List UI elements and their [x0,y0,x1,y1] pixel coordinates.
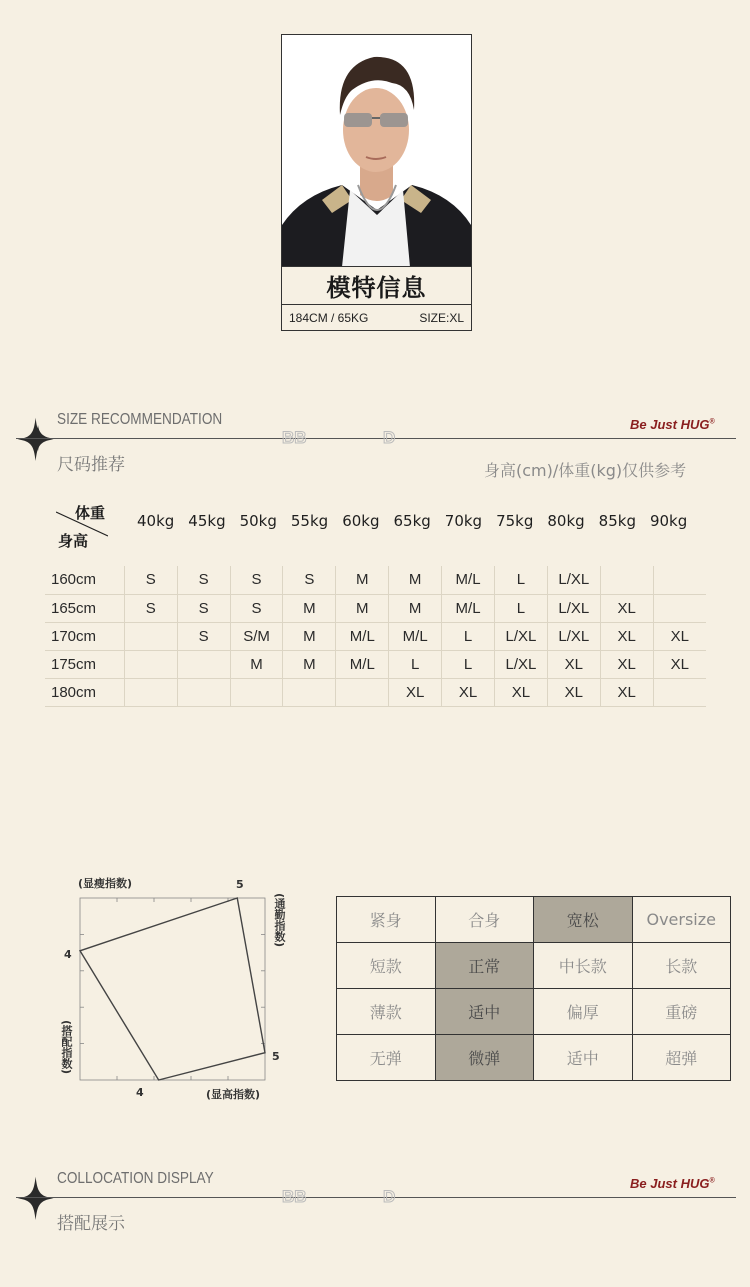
ghost-logo-icon: D [383,428,396,447]
size-cell [653,566,706,594]
table-row [45,622,706,650]
size-cell [230,678,283,706]
table-row [45,566,706,594]
size-cell: M/L [442,594,495,622]
size-cell [124,650,177,678]
size-cell: L [494,594,547,622]
size-note: 身高(cm)/体重(kg)仅供参考 [484,461,687,480]
row-height-label: 165cm [45,594,124,622]
radar-label-commute: (通勤指数) [273,893,286,948]
size-cell: S [177,566,230,594]
fit-grid [336,896,731,1081]
size-cell [283,678,336,706]
size-cell: M [336,594,389,622]
size-cell: S [124,594,177,622]
fit-cell: Oversize [633,897,732,943]
fit-cell: 短款 [337,943,436,989]
size-cell: S [124,566,177,594]
size-cell: XL [442,678,495,706]
size-cell [600,566,653,594]
weight-header: 90kg [649,512,688,530]
weight-header: 70kg [444,512,483,530]
size-cell: L [442,622,495,650]
corner-weight-label: 体重 [75,504,106,522]
size-cell: S [177,622,230,650]
fit-cell: 超弹 [633,1035,732,1081]
size-cell: S [230,594,283,622]
radar-value-bottom: 4 [136,1086,144,1099]
radar-value-top: 5 [236,878,244,891]
size-section-title-cn: 尺码推荐 [57,455,125,475]
size-cell [124,622,177,650]
weight-header: 60kg [342,512,380,530]
size-cell: M [283,650,336,678]
model-specs [282,306,471,330]
size-cell: M/L [336,650,389,678]
size-cell: L/XL [547,566,600,594]
ghost-logo-icon: BB [282,428,307,447]
collocation-divider [16,1197,736,1198]
size-cell: M [389,566,442,594]
size-cell: S [177,594,230,622]
fit-cell-selected: 微弹 [436,1035,535,1081]
collocation-title-cn: 搭配展示 [57,1214,125,1234]
size-section-divider [16,438,736,439]
sparkle-icon [14,412,62,468]
size-cell [336,678,389,706]
weights-header [130,512,694,536]
size-cell [653,594,706,622]
model-info-card [281,34,472,331]
weight-header: 45kg [188,512,226,530]
fit-cell-selected: 适中 [436,989,535,1035]
weight-header: 80kg [547,512,585,530]
model-height-weight: 184CM / 65KG [289,311,369,325]
radar-value-right: 5 [272,1050,280,1063]
fit-cell: 合身 [436,897,535,943]
fit-cell-selected: 宽松 [534,897,633,943]
collocation-title-en: COLLOCATION DISPLAY [57,1170,214,1187]
size-cell: XL [389,678,442,706]
size-cell [177,650,230,678]
brand-logo: Be Just HUG® [630,1176,715,1191]
size-cell: S [283,566,336,594]
weight-header: 65kg [393,512,431,530]
fit-cell: 偏厚 [534,989,633,1035]
size-cell: XL [653,622,706,650]
weight-header: 75kg [496,512,534,530]
fit-cell: 重磅 [633,989,732,1035]
size-cell: M [336,566,389,594]
size-cell: XL [494,678,547,706]
size-cell: M/L [336,622,389,650]
size-cell: L/XL [494,622,547,650]
weight-header: 55kg [290,512,329,530]
brand-logo: Be Just HUG® [630,417,715,432]
size-cell: M [230,650,283,678]
ghost-logo-icon: BB [282,1187,307,1206]
radar-label-matching: (搭配指数) [60,1020,73,1075]
size-cell: S/M [230,622,283,650]
size-cell: XL [600,594,653,622]
size-cell [653,678,706,706]
fit-cell: 适中 [534,1035,633,1081]
weight-header: 85kg [598,512,636,530]
weight-header: 40kg [137,512,175,530]
radar-polygon [80,898,265,1080]
size-section-title-en: SIZE RECOMMENDATION [57,411,223,428]
table-row [45,678,706,706]
table-row [45,594,706,622]
model-info-title: 模特信息 [282,267,471,305]
sparkle-icon [14,1171,62,1227]
radar-label-height: (显高指数) [206,1088,261,1101]
size-cell: S [230,566,283,594]
fit-cell-selected: 正常 [436,943,535,989]
radar-frame [80,898,265,1080]
size-cell: L/XL [494,650,547,678]
size-cell: L [494,566,547,594]
radar-label-slimming: (显瘦指数) [78,877,133,890]
size-cell: XL [600,650,653,678]
size-cell: XL [600,678,653,706]
corner-height-label: 身高 [58,532,89,550]
fit-cell: 长款 [633,943,732,989]
row-height-label: 175cm [45,650,124,678]
size-cell: XL [547,678,600,706]
model-photo [282,35,471,267]
row-height-label: 180cm [45,678,124,706]
size-table [45,566,706,707]
size-cell [124,678,177,706]
size-cell: XL [653,650,706,678]
size-cell: L/XL [547,594,600,622]
weight-header: 50kg [239,512,277,530]
size-cell: M [389,594,442,622]
size-cell: XL [600,622,653,650]
size-cell: L [442,650,495,678]
row-height-label: 170cm [45,622,124,650]
size-cell: L/XL [547,622,600,650]
fit-cell: 紧身 [337,897,436,943]
size-cell: M/L [389,622,442,650]
table-row [45,650,706,678]
fit-cell: 中长款 [534,943,633,989]
fit-cell: 无弹 [337,1035,436,1081]
radar-value-left: 4 [64,948,72,961]
size-cell [177,678,230,706]
size-cell: M [283,594,336,622]
size-cell: L [389,650,442,678]
row-height-label: 160cm [45,566,124,594]
ghost-logo-icon: D [383,1187,396,1206]
size-cell: M/L [442,566,495,594]
model-size: SIZE:XL [419,311,464,325]
fit-cell: 薄款 [337,989,436,1035]
radar-chart [50,868,300,1108]
size-cell: M [283,622,336,650]
size-cell: XL [547,650,600,678]
